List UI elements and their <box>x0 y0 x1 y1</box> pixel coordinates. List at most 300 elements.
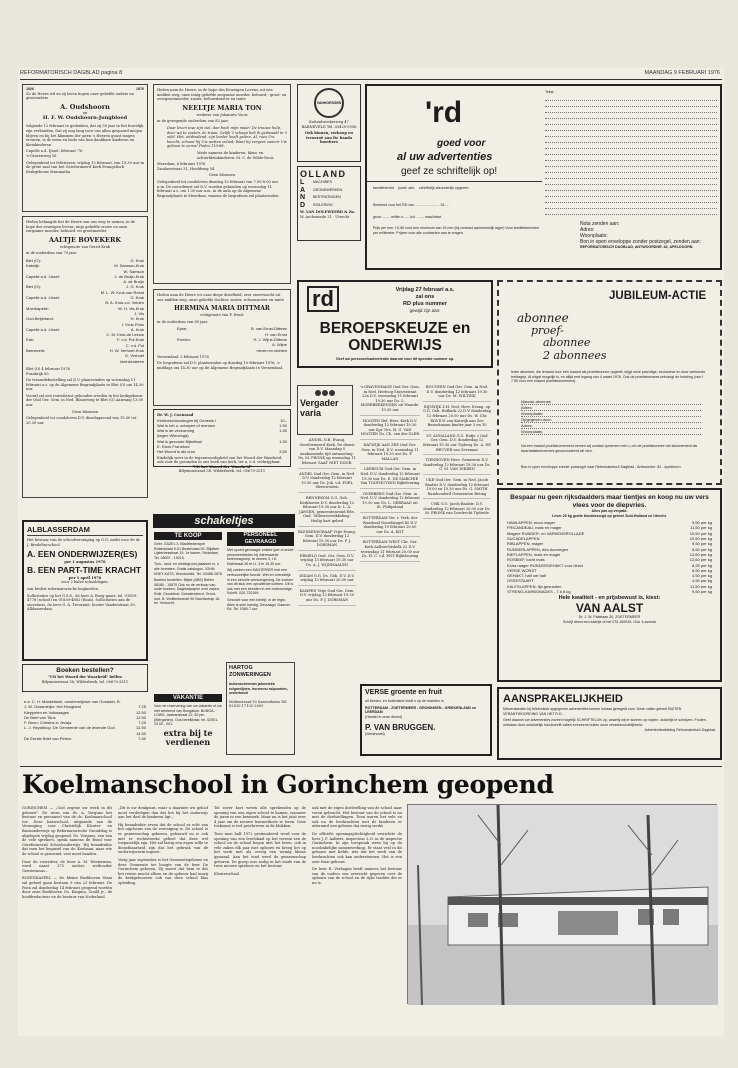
alblasserdam-item-b: B. EEN PART-TIME KRACHT <box>27 565 142 576</box>
olland-company: W. VAN DOLEWEERD & Zn. <box>300 210 356 214</box>
olland-services <box>310 179 342 209</box>
jubileum-field[interactable]: Woonplaats: <box>521 411 701 417</box>
family-row-label: Blet (O): <box>26 257 41 263</box>
dittmar-intro: Heden nam de Heere tot onze diepe droefheid, zeer onverwacht uit ons midden weg, onze geliefde dochter, zuster, schoonzuster en tante <box>157 293 284 302</box>
vakantie-items <box>154 704 222 727</box>
verse-towns: ROTTERDAM - ZOETERMEER - GRONINGEN - GRIEKENLAND en LEERDAM <box>365 705 477 715</box>
neelt-verse: Daar leven uwe sijn ziel, dan hoch mijn maar! De trouwe hulp, deer wij te voeten, de traan, Gelijk 't schaap heb ik gedwaald in 't wild. Het, uitdwalend, zijn leeder heeft gelere. Al, roes Uw knecht, schoon hij Uw wetten velaat; Want hij vergeet vanmir Uw geboon te eerns! Psalm 119:88. <box>167 125 287 149</box>
family-row-label: Capelle a.d. IJssel: <box>26 326 60 332</box>
book-row-value: 7.25 <box>138 704 146 710</box>
verdienen-line2: verdienen <box>165 736 211 747</box>
ad-dittmar <box>153 289 291 406</box>
aansprakelijk-body2: Geef daarom uw advertenties zoveel mogelijk SCHRIFTELIJK op, waarbij wij er kunnen op wijzen, duidelijk te schrijven. Fouten, ontstaan door onduidelijk handschrift vallen eveneens buiten onze verantwoordelijkheid. <box>503 718 707 727</box>
church-entry: OVERBERG Oud Ger. Gem. in Ned. D.V. donderdag 12 februari 19.30 uur Ds. L. GEBRAAD uit St. Philipsland <box>360 492 420 513</box>
family-row-value: A. de Bruijn <box>123 279 144 285</box>
price-row-value: 8,25 per kg <box>691 562 712 568</box>
article-column-3 <box>214 806 306 879</box>
olland-service: GRONDWERKEN <box>313 187 343 192</box>
olland-letter: D <box>300 201 306 209</box>
family-row-value: F. v.d. Pol-Kruk <box>117 337 144 343</box>
bovekerk-funeral: De teraardebestelling zal D.V. plaatsvinden op woensdag 11 februari a.s. op de Algemene Begraafplaats te Blet (O) om 14.30 uur. <box>26 378 144 392</box>
church-entry: BLESKENSGRAAF Vrije Evang. Gem. D.V. donderdag 12 februari 19.30 uur Ds. P. J. DORSMAN <box>298 530 356 551</box>
classified-item: Voor de reservering van uw vakantie of uw niet weekend van Bungalow: BUNGA-LOWS, Jastranstraat 22, 50 ptn (Biergarten). Ook bereikbaar, tel. 02001-23 00 - 001. <box>154 704 222 727</box>
article-paragraph: „Dit is uw denkpunt, waar u daarmee uw geloof moet verdedigen dan dat het bij het onderwijs aan het doel de kinderen ligt... <box>118 806 208 820</box>
ad-reception: Gelegenheid tot feliciteren: vrijdag 13 februari, van 19.30 uur in de grote zaal van het Gereformeerd Kerk Evangelisch Kerkgebouw Maranatha. <box>26 160 144 174</box>
book-row-label: (tegen Wiersinga) <box>157 433 189 439</box>
school-building-image <box>408 805 718 1005</box>
price-row-label: SUCADELAPPEN <box>507 536 540 542</box>
schakel-te-koop <box>153 531 223 689</box>
bovekerk-intro: Heden behaagde het de Heere van ons weg te nemen, in de hope des eeuwigen levens, mijn geliefde vrouw en onze zorgzame moeder, behuwd- en grootmoeder <box>26 220 136 234</box>
machinist-lines <box>24 699 146 741</box>
olland-service: BESTRATINGEN <box>313 195 341 199</box>
book-row-label: Kerkbeschouwingen bij Genesis I <box>157 417 217 423</box>
aansprakelijk-title: AANSPRAKELIJKHEID <box>503 693 623 705</box>
ad-beroepskeuze <box>297 280 493 368</box>
family-row-value: M. L. W. Kruk-van Roest <box>100 289 144 295</box>
church-entry: BOUVEEN Oud Ger. Gem. in Ned. D.V. donderdag 12 februari 19.30 uur Ds. M. WILTINK <box>423 385 491 402</box>
price-row <box>507 589 712 594</box>
price-row-value: 10,50 per kg <box>689 536 712 542</box>
price-row-label: GEHAKT, half om half <box>507 573 546 579</box>
family-row-value: G. Kruk <box>130 295 144 301</box>
jubileum-word3: abonnee <box>543 336 591 349</box>
classified-item: Met spoed gevraagd: enkele ijwe of ander personeelsleden bij interessante belenmagroep, te nemen 3, I.K. Edelstraat 26 te Lt. 3 te 19.30 uur. <box>227 548 294 566</box>
jubileum-field[interactable]: Opgegeven door: <box>521 417 701 423</box>
family-row-value: B. van Ernst-Dittmar <box>250 326 287 332</box>
boeken-address: Bilymuisstraat 38, Wilderbeek, tel. 05670-2511 <box>41 679 129 684</box>
rd-top-option1[interactable]: familiebericht <box>373 186 395 190</box>
family-row <box>26 359 144 364</box>
family-row-value: G. Verhoef <box>124 353 144 359</box>
price-row-value: 9,50 per kg <box>691 520 712 526</box>
ad-aalt <box>497 488 722 682</box>
book-row <box>157 449 287 454</box>
article-paragraph: De officiële openingsplechtigheid verrichtte de heer J. F. Aalbers, inspecteur L.O. in de inspectie Gorinchem. In zijn toespraak wees hij op de noodzakelijke samenwerking. Er staat veel in dit gebouw met liefde, iets dat het werk van de leerkrachten ook kan ondersteunen. Het is een zeer fraai gebouw. <box>312 831 402 864</box>
aansprakelijk-body1: Misverstanden bij telefonisch opgegeven advertenties komen helaas geregeld voor. Deze vallen geheel BUITEN VERANTWOORDING VAN HET R.D. <box>503 707 682 716</box>
article-paragraph: Tot zover kort weten alle sprekenden op de opening van een eigen school te komen, wanneer de jaren in een kenmerk. Maar nu is het juist over 4 jaar om de nieuwe leermethode te leren. Deze toekomst is wel geschreven in de blokken. <box>214 806 306 829</box>
olland-letters <box>300 179 310 209</box>
vanhorssen-logo-icon: VANHORSSEN <box>314 88 344 118</box>
family-row-value: H. Kruk <box>130 316 144 322</box>
jubileum-title: JUBILEUM-ACTIE <box>609 290 707 302</box>
johnson-title: Dr. W. J. Coenraad <box>157 413 194 417</box>
ad-bovekerk <box>22 216 148 498</box>
book-row-value: 3.50 <box>279 449 287 455</box>
article-paragraph: GORINCHEM — „God zegene uw werk in dit gebouw". De wens van ds. A. Verguns het bestuur en personeel van de ds. Koelmanschool toe. Deze basisschool, uitgaande van de Vereniging voor Christelijk Kleuter- en Basisonderwijs op Reformatorische Grondslag is afgelopen vrijdag geopend. Ds. Verguns, een van de vele sprekers, sprak namens de Bond voor Gereformeerd Schoolonderwijs. Hij benadrukte dat men het beginsel van ds. Koelman, naar wie de school is genoemd, vast moet houden. <box>22 806 112 856</box>
rd-top-options <box>373 186 541 191</box>
aalt-sub2: Lever 25 kg gratis thuisbezorgd op geheel Zuid-Holland en Utrecht. <box>552 513 667 518</box>
ad-jubileum <box>497 280 722 485</box>
year-start: 1926 <box>26 87 34 91</box>
vergader-varia-box <box>297 385 353 435</box>
family-row-label: Moerkapelle: <box>26 305 49 311</box>
neelt-funeral: Gelegenheid tot condoleren dinsdag 10 februari van 7.00-8.00 uur n.m. De rouwdienst zal D.V. worden gehouden op woensdag 11 februari a.s. om 1.30 uur n.m. in de aula op de Algemene Begraafplaats te Meerdam, waarna de begrafenis zal plaatsvinden. <box>157 179 280 198</box>
ad-aansprakelijkheid <box>497 687 722 760</box>
price-row-label: Magere RUNDER- en VARKENSROLLADE <box>507 530 585 536</box>
schakeltjes-title: schakeltjes <box>194 515 254 527</box>
ad-address: 's-Gravenweg 16 <box>26 153 57 158</box>
classified-item: Wij zoeken een KANTERIER met een vertrouwelijke functie. Wel en vriendelijk in een zinvolle werkomgeving, De zoeken van dit stuk een opvallende koeken. Dit is ook met een beelden in een toekomstige. Schrift. 020-720169. <box>227 568 294 596</box>
ad-oudshoorn <box>22 84 148 212</box>
book-row-value: 7.50 <box>138 736 146 742</box>
price-row-label: RIBLAPPEN, mager <box>507 541 544 547</box>
neelt-name: NEELTJE MARIA TON <box>182 103 262 112</box>
church-entry: DIDAM G.G. Ds. Geb. D.V. D.V. vrijdag 13 februari 20.00 uur <box>298 574 356 586</box>
church-entry: UKE Oud Ger. Gem. in Ned. Jacob Baalstr D.V. donderdag 12 februari 19.00 en 19.30 uur Ds. G. SMITH Ramhonderd Gemeenten Beting <box>423 478 491 499</box>
book-row-value: 1.50 <box>279 438 287 444</box>
header-rule <box>20 79 722 80</box>
family-row-value: C. M. Kruk-de Leeuw <box>106 332 144 338</box>
article-paragraph: ook met de eigen doelstelling van de school naar voren gebracht. Het bestuur van de school is nu met de doelstellingen. Toen waren het vele en ook nu de leerkrachten met de kinderen er uiteraard een gebouw dat rustig werkt. <box>312 806 402 829</box>
beroeps-line1: Vrijdag 27 februari a.s. <box>395 287 455 293</box>
family-row-value: H. J. Wijne-Dittmar <box>253 336 287 342</box>
church-entry: ERMELO Oud. Ger. Gem. D.V. vrijdag 13 februari 19.30 uur Ds. A. J. WIJNMAALEN <box>298 554 356 571</box>
rd-top-tekst-label: Tekst: <box>545 90 555 94</box>
book-row-value: 1.50 <box>279 422 287 428</box>
bovekerk-age: in de ouderdom van 79 jaar. <box>26 251 78 256</box>
alblasserdam-item-b-sub: per 1 april 1976 <box>68 575 102 580</box>
neelt-address: Zwaluwstraat 31, Hoofdweg 54 <box>157 166 215 171</box>
church-entry: HOOTEN Ref. Herv. Kerk D.V. donderdag 12 februari 19.30 uur Spr. Drs. H. G. VAN HOOTEN Ds. Ch. van der GLER <box>360 419 420 440</box>
rd-top-form <box>545 90 717 215</box>
johnson-lines <box>157 418 287 455</box>
price-row-label: OSSESTAART <box>507 578 534 584</box>
family-row-value: H. van Ernst <box>264 331 287 337</box>
article-headline: Koelmanschool in Gorinchem geopend <box>22 770 554 799</box>
dittmar-age: in de ouderdom van 69 jaar. <box>157 319 209 324</box>
verse-city: (Werkhoofd) <box>365 732 385 737</box>
church-entry: URK G.G. Jacob Baalstr. D.V. donderdag 12 februari 20.00 uur Ds. M. PRONK van Dordrecht Tijdrede <box>423 502 491 519</box>
ad-machinist <box>22 697 148 755</box>
family-row-value: C. v.d. Pol <box>125 342 144 348</box>
alblasserdam-title: ALBLASSERDAM <box>27 525 143 536</box>
book-row-label: Het Woord is als vuur <box>157 449 196 455</box>
classified-item: Boeken bestellen. Bijbel (ABS) Bellen 08180 - 10870 Ook nu de verkoop van oude boeken, Dagbladpapier over zaken. Ruilt, Grootdruk: Gekalendeerd. Groot-oud. B. Wolftenboedel 90 Nachtschap 16. tel. Verkocht. <box>154 578 221 606</box>
jubileum-word4: 2 abonnees <box>543 349 607 362</box>
bovekerk-note: Gelegenheid tot condoleren D.V. dinsdagavond van 19.30 tot 20.30 uur. <box>26 416 137 425</box>
te-koop-heading: TE KOOP <box>154 532 222 540</box>
family-row-value: I. Kruk-Prins <box>121 321 144 327</box>
family-row-value: G. Kruk <box>130 257 144 263</box>
dittmar-date: Veenendaal, 5 februari 1976 <box>157 354 209 359</box>
bovekerk-family <box>26 258 144 364</box>
article-photo <box>407 804 717 1004</box>
church-entry: TIENHOVEN Herv. Gemeente D.V. donderdag 12 februari 19.30 uur Ds. G. M. VAN DIEREN <box>423 458 491 475</box>
family-row-value: J. Vis <box>134 310 144 316</box>
ad-rd-top <box>365 84 722 270</box>
johnson-shop-address: Bilymuisstraat 38, Wilderbeek, tel. 05670-2511 <box>178 469 266 474</box>
family-row-label: Epse: <box>177 326 188 332</box>
book-row-value: 14.50 <box>135 730 146 736</box>
price-row-label: ROSBIEF, tocht mals <box>507 557 545 563</box>
book-row-value: 7.25 <box>138 720 146 726</box>
price-row-value: 6,50 per kg <box>691 567 712 573</box>
neelt-sub: weduwe van Johannes Voois <box>196 112 248 117</box>
bovekerk-name: AALTJE BOVEKERK <box>48 235 122 244</box>
beroeps-title1: BEROEPSKEUZE en <box>319 320 471 337</box>
rd-top-option2[interactable]: juwel. adv. <box>398 186 415 190</box>
article-paragraph: BOVENKASPEL — De kleine Boekhoven Stam zal geheel gaan bestaan 9 vàn 22 februari. De Poen zal donderdag 14 februari geopend worden door onze Boekhoven Ds. Kingma, Gould jr., de hoofdredacteur en de bestuur van Nederland. <box>22 876 112 899</box>
family-row-label: Katwijk: <box>26 263 40 269</box>
jubileum-body: Ieder abonnee, die iemand voor één maand als proefabonnee opgeeft, krijgt onze prachtige, exclusieve en door werkende trefdagrip. Al uitgaf mogelijk is, en altijd met ingang van 4 maart 1976. Ook de proefabonnees ontvangt de betaling (van f 7.50 voor een maand proefabonnement). <box>511 370 706 384</box>
vergader-varia-title: Vergader varia <box>300 398 339 418</box>
verse-company: P. VAN BRUGGEN. <box>365 723 436 733</box>
price-row-label: KALFSLAPPEN, fijn gesneden <box>507 583 562 589</box>
rd-top-option3[interactable]: schriftelijk afzonderlijk opgeven <box>418 186 469 190</box>
ad-hartog <box>226 662 295 755</box>
ad-neelt <box>153 84 291 284</box>
jubileum-note2: Bon in open enveloppe zonder postzegel naar Reformatorisch Dagblad - Antwoordnr. 82 - Apeldoorn <box>521 465 681 469</box>
family-row-label: Capelle a.d. IJssel: <box>26 273 60 279</box>
rd-top-bon-address: REFORMATORISCH DAGBLAD, ANTWOORDNR. 82, APELDOORN. <box>580 245 694 249</box>
church-entry: LEERSUM Oud Ger. Gem. in Ned. D.V. donderdag 12 februari 19.30 uur Ds. E. DE MARCHIE Van TOOTHUYSEN Rijbeleuring <box>360 467 420 488</box>
book-row-label: Wat is de verzoening <box>157 428 195 434</box>
price-row-label: FRICANDEAU, mals en mager <box>507 525 562 531</box>
book-row-label: Wat is het u, schapen of mensen <box>157 422 216 428</box>
rd-top-field-dates[interactable]: Bestemd voor het RD van ........................ 19..... <box>373 203 450 207</box>
church-entry: BENNEKOM G.G. Geb. Kerkhoven D.V. donderdag 12 februari 19.30 uur Ir. L. A. JANSEN, gemeenteavond Ede, Oud. 'Milieuverwikkeling.' Heilig hart gebed <box>298 496 356 527</box>
family-row-value: W. Samson <box>123 268 144 274</box>
price-row-value: 9,50 per kg <box>691 541 712 547</box>
jubileum-field[interactable]: Woonplaats: <box>521 429 701 435</box>
alblasserdam-item-a: A. EEN ONDERWIJZER(ES) <box>27 549 138 560</box>
ad-name1: A. Oudshoorn <box>60 102 110 111</box>
bovekerk-address: Frankrijk 85 <box>26 371 49 376</box>
book-row-label: L. J. Heydekop: De Gemeente van de levende God <box>24 725 115 731</box>
olland-letter: L <box>300 179 305 186</box>
family-row <box>177 348 287 353</box>
article-rule <box>20 766 722 767</box>
schakel-vakantie <box>153 693 223 755</box>
jubileum-word2: proef- <box>531 324 564 337</box>
family-row-label: Ermelo: <box>177 336 191 342</box>
family-row-label: Oud-Beijerland: <box>26 316 54 322</box>
article-column-2 <box>118 806 208 889</box>
rd-top-line[interactable] <box>545 209 717 215</box>
aalt-items <box>503 520 716 594</box>
church-entry: ROTTERDAM Ver. t. Verk. der Waarheid Noordsingel 40 D.V. donderdag 19 februari 20.00 uur Ds. A. KOT <box>360 516 420 537</box>
family-row-value: W. H. Vis-Kruk <box>118 305 144 311</box>
hartog-text: buitenscherman jaloezieën rolgordijnen, horrennu rolpoorten, onderhoud <box>229 682 288 696</box>
hartog-address: Molenstraat 92 Sassenheim Tel. 02520-17132-2003 <box>229 699 288 709</box>
vergader-varia-icon <box>300 390 350 396</box>
price-row-value: 11,50 per kg <box>690 525 712 531</box>
aalt-tail: Schrijf direct een kaartje of bel 079-169915. Ook 's avonds <box>562 619 657 624</box>
rd-top-slogan3: geef ze schriftelijk op! <box>401 166 498 177</box>
book-row-label: F. Boon: Christus in Jezaja <box>24 720 72 726</box>
family-row-value: kleinkinderen <box>120 358 144 364</box>
jubileum-fields <box>521 399 701 435</box>
kerk-column-right <box>423 385 491 522</box>
rd-top-price-note: Prijs per mm. f 0,56 voor een minimum van 15 mm (bij contract aanmerkelijk lager) Voor familieberichten per millimeter. Prijzen voor alle contracten aan te vragen. <box>373 226 539 235</box>
rd-top-logo: 'rd <box>425 96 463 129</box>
aalt-sub: Alles pas op verpakt. <box>591 509 628 513</box>
alblasserdam-intro: Het bestuur van de schoolvereniging op G.G. zoekt voor de dr. J. Bredelincschool <box>27 538 141 547</box>
header-left: REFORMATORISCH DAGBLAD pagina 8 <box>20 70 123 76</box>
family-row-value: J. de Bruijn-Kruk <box>114 273 144 279</box>
olland-brand: OLLAND <box>300 169 347 179</box>
book-row-value: 12.50 <box>135 725 146 731</box>
price-row-label: VERSE WORST <box>507 567 537 573</box>
bovekerk-memorial: Vooraf zal een rouwdienst gehouden worden in het kerkgebouw der Oud Ger. Gem. in Ned. Blauwweg te Blet (O) Aanvang 13.00 uur. <box>26 393 144 408</box>
church-entry: KAMPEN Vrije Oud Ger. Gem. D.V. vrijdag 13 februari 19.30 uur Ds. P. J. DORSMAN <box>298 589 356 606</box>
neelt-nocards: Geen bloemen <box>208 173 236 178</box>
aalt-title: Bespaar nu geen rijksdaalders maar tientjes en koop nu uw vers vlees voor de diepvries. <box>510 494 709 509</box>
jubileum-field[interactable]: Adres: <box>521 405 701 411</box>
article-paragraph: Kleuterschool <box>214 871 240 876</box>
dittmar-name: HERMINA MARIA DITTMAR <box>174 305 270 313</box>
price-row-value: 4,50 per kg <box>691 578 712 584</box>
schakel-personeel <box>226 531 295 659</box>
aalt-name: VAN AALST <box>575 601 644 616</box>
price-row-label: BIEFLAPPEN, mals en mager <box>507 551 561 557</box>
ad-place: Capelle a.d. IJssel, februari '76 <box>26 149 83 154</box>
page-header <box>18 69 724 79</box>
family-row-value: A. Wijne <box>272 342 287 348</box>
family-row-label: Ede: <box>26 337 35 343</box>
article-paragraph: Door de voorzitter, de heer A. M. Westerman, werd naast 275 ouders wethouder Geesteranus... <box>22 859 112 873</box>
church-entry: ANDEL N.B. Evang. Gereformeerd Kerk. De dienst van D.V. Maandag 5 aankomende tijd ontmoeting. Ds. M. PRONK op woensdag 11 februari GAAT NIET DOOR. <box>298 438 356 469</box>
price-row-value: 10,50 per kg <box>689 530 712 536</box>
neelt-age: in de gezegende ouderdom van 82 jaar. <box>157 119 229 124</box>
book-row-label: Kleppelen en Volksaagen <box>24 709 70 715</box>
price-row-value: 11,50 per kg <box>690 583 712 589</box>
book-row-label: Wat is gezonde Bijbeltaal <box>157 438 202 444</box>
verse-title: VERSE groente en fruit <box>365 689 443 696</box>
vanhorssen-address: Kattenbroekerweg 47 BARNEVELD Tel. 03420-5956 <box>301 120 357 129</box>
family-row-label: Capelle a.d. IJssel: <box>26 295 60 301</box>
vanhorssen-slogan: Ook binnen, verkoop en tevooroë aan De handa boerbers <box>305 131 353 145</box>
family-row-value: B. A. Kruk-v.d. Velden <box>105 300 144 306</box>
family-row-label: Blet (O): <box>26 284 41 290</box>
article-column-1 <box>22 806 112 902</box>
dittmar-family <box>157 326 287 352</box>
hartog-title: HARTOG ZONWERINGEN <box>229 665 271 678</box>
jubileum-field[interactable]: Nieuwe abonnee <box>521 399 701 405</box>
classified-item: Gezocht voor een bedrijf, in de regio, Alles is snel handig, Gevraagd. Daarom Ed. Tel. 0360-7 uur. <box>227 597 291 612</box>
te-koop-items <box>154 542 222 606</box>
verdienen-line1: extra bij te <box>163 727 213 738</box>
price-row-label: HAMLAPPEN, mooi mager <box>507 520 556 526</box>
book-row-value: 12.50 <box>135 709 146 715</box>
aalt-quality: Hele kwaliteit - en prijsbewust is, kiest: <box>558 595 661 602</box>
book-row-value: 10.- <box>280 417 287 423</box>
boeken-sub: "Uit het Woord der Waarheid" bellen <box>48 675 122 679</box>
bovekerk-sub: echtgenote van Gerrit Kruk <box>59 244 111 249</box>
rd-top-slogan1: goed voor <box>437 138 486 149</box>
classified-item: Tuin-, land- en weidegrond plaatsen in, n alle formaten, Gratis catalogus. JOHN. KNEY-KATS, Woudschild, Tel. 03488-1876 <box>154 562 222 576</box>
book-row-label: De Brief van Titus <box>24 714 56 720</box>
article-paragraph: Vorig jaar september is het Gemeentegebouw en deze Gemeente ter hoogte van de heer De Gorinchem geboren, Zij moest dat hem te dat het reizen mocht alleen en de opbouw had tenzij de kerkgebouwen ook van deze school klas opleiding. <box>118 857 208 885</box>
beroeps-title2: ONDERWIJS <box>348 337 442 354</box>
aalt-address: Dr. J. W. Paltelaan 30, ZOETERMEER <box>578 615 641 620</box>
personeel-items <box>227 548 294 612</box>
johnson-shop: "Uit het Woord der Waarheid" <box>191 464 253 469</box>
ad-johnson <box>153 409 291 474</box>
dittmar-sub: echtgenote van F. Ernst <box>200 313 244 318</box>
olland-letter: A <box>300 186 306 194</box>
church-entry: RIJSWIJK Z.H. Ned. Herv. Evang. op G.G. Geb. Hofkerk 22 D.V. donderdag 12 februari 20.00 uur Ds. W. Chr. ROVIUS van Katwijk aan Zee Bezoekmaan kinder jaar 3 en 10 <box>423 405 491 431</box>
jubileum-note1: Na een maand proefabonnement nemen wij contact opnemen met u, om de proefabonnee het abonnement als kwartaalabonnement geconcludeerd wil zien. <box>521 444 698 453</box>
ad-en: en <box>82 110 88 115</box>
beroeps-line3: RD plus nummer <box>402 301 447 307</box>
ad-name2: H. F. W. Oudshoorn-Jongbloed <box>42 115 128 122</box>
church-entry: ANDEL Oud Ger. Gem. in Ned. D.V. donderdag 12 februari 19.30 uur Ds. Joh. v.d. POEL Sleeuwsteen <box>298 472 356 493</box>
neelt-intro: Heden nam de Heere, in de hope des Eeuwigen Levens, uit ons midden weg, onze innig geliefde zorgzame moeder, behuwd-, groot- en overgrootmoeder, zuster, behuwdzuster en tante <box>157 88 287 102</box>
church-entry: 's-GRAVENHAGE Oud Ger. Gem. in Ned. Herfoog Stuivestraat 22a D.V. woensdag 11 februari 19.30 uur Ds. L. MOERBEEKENSEN uit Waarde. 19.30 uur <box>360 385 420 416</box>
price-row-value: 12,60 per kg <box>689 551 712 557</box>
olland-service: MACHINES <box>313 180 332 184</box>
price-row-value: 4,50 per kg <box>691 573 712 579</box>
article-paragraph: De heer R. Verhagen heeft namens het bestuur van de ouders een overzicht gegeven over de opbouw van de school en de rijke traditie die er nu is. <box>312 867 402 885</box>
beroeps-sub: Geef uw personeelsadvertentie daarom voor dit speciale nummer op. <box>335 357 455 361</box>
beroeps-line4: gewijd zijn aan: <box>409 308 441 313</box>
rd-top-woonplaats[interactable]: Woonplaats: <box>580 233 608 239</box>
price-row-label: RUNDERLAPPEN, één doorregen <box>507 546 569 552</box>
rd-top-divider <box>367 181 542 182</box>
book-row-label: J. W. Gossmeijer: Het Hoogland <box>24 704 81 710</box>
book-row-value: 1.50 <box>279 428 287 434</box>
book-row-label: De Eerste Brief van Petrus <box>24 736 72 742</box>
ad-boeken <box>22 664 148 692</box>
neelt-family: Mede namens de kinderen, klein- en achterkleinkinderen: M. C. de Wilde-Voois <box>197 150 274 160</box>
kerk-column-left <box>298 438 356 609</box>
church-entry: KATWIJK AAN ZEE Oud Ger. Gem. in Ned. D.V. woensdag 11 februari 19.30 uur Ds. F. MALLAN <box>360 443 420 464</box>
price-row-value: 8,50 per kg <box>691 546 712 552</box>
neelt-place: Meerdam, 6 februari 1976 <box>157 162 206 167</box>
alblasserdam-req: van beslist reformatorische beginselen. <box>27 586 100 591</box>
personeel-heading: PERSONEEL GEVRAAGD <box>227 532 294 546</box>
olland-company-address: W. Archemede 21 · Utrecht <box>300 214 350 219</box>
kerk-column-mid <box>360 385 420 565</box>
article-column-4 <box>312 806 402 889</box>
ad-body: volgende 12 februari te gedenken, dat zij 50 jaar in het huwelijk zijn verbonden. Dat zij nog lang voor ons allen gespaard mogen blijven en bij het klimmen der jaren 's Heeren gunst mogen ervaren, is de wens en bede van hun dankbare kinderen en kleinkinderen <box>26 124 144 147</box>
rd-top-nota <box>580 221 718 250</box>
rd-top-nota-label: Nota zenden aan: <box>580 221 620 227</box>
family-row-label: Barneveld: <box>26 348 46 354</box>
rd-top-field-groot[interactable]: groot ........ millim x...... kol. ....... maal tekst <box>373 215 442 219</box>
jubileum-field[interactable]: Adres: <box>521 423 701 429</box>
ad-intro: Zo de Heere wil en zij leven hopen onze geliefde ouders en grootouders <box>26 91 134 101</box>
header-right: MAANDAG 9 FEBRUARI 1976 <box>644 70 720 76</box>
article-paragraph: Hij benadrukte ervan dat de school er echt van het nigchenis van de vereniging is. De school is er gemeenschap gekozen, gebouwd en is ook met er rechtstreeks geheel dat deze wel toepasselijk zijn. Het zal lastig een eigen wille te dienstbaarheid zijn dat het gebruik van de onderwijsvorm ingezet. <box>118 822 208 855</box>
classified-item: Gebr. GAZEL 3. Bladeledenspel Rotterstraat 9-01 Bestelvasd 92. Blijdtien Lijsterbesstraat 19, 1e kamer, Schiedam, Tel. 08007 - 19215. <box>154 542 220 560</box>
family-row-value: J. G. Kruk <box>126 284 144 290</box>
book-row-label: e.a. C. H. Mackintosh, oorsbennijnser van Gondaer, B. <box>24 699 121 704</box>
boeken-title: Boeken bestellen? <box>56 667 114 674</box>
verse-tail: (Handel in onze dienst) <box>365 714 402 719</box>
rd-top-bon: Bon in open enveloppe zonder postzegel, zenden aan: <box>580 239 701 245</box>
price-row-label: STRENG-KARBONADES - 7 à 8 kg <box>507 589 571 595</box>
alblasserdam-apply: Sollicitaties op het G.S.S., de heer A. Boog-gaart, tel. 01859-4776 (school) en 01859-4882 (thuis). Sollicitaties aan de secretaris, de heer G. A. Treurniet, Kooter Vanderstraat 39, Alblasserdam. <box>27 593 138 612</box>
verse-sub: uit binnen- en buitenland vindt u op de markten in <box>365 699 444 703</box>
beroeps-logo: rd <box>307 286 339 312</box>
schakeltjes-banner <box>153 514 295 528</box>
jubileum-word1: abonnee <box>517 311 569 325</box>
church-entry: ST. ANNALAND G.G. Hofje 2 Oud Ger. Gem. D.V. donderdag 12 februari 19.30 uur Tijdweg Ds. A. DE BEUVER van Zevenaar <box>423 434 491 455</box>
book-row-label: E. Roos Fransford <box>157 444 190 450</box>
ad-alblasserdam <box>22 520 148 661</box>
family-row-value: A. Kruk <box>130 326 144 332</box>
beroeps-line2: zal ons <box>415 294 435 300</box>
book-row-value: 12.50 <box>135 714 146 720</box>
rd-top-slogan2: al uw advertenties <box>397 151 493 163</box>
olland-body <box>300 179 358 209</box>
rd-top-adres[interactable]: Adres: <box>580 227 595 233</box>
price-row-value: 9,50 per kg <box>691 589 712 595</box>
book-row <box>24 736 146 741</box>
